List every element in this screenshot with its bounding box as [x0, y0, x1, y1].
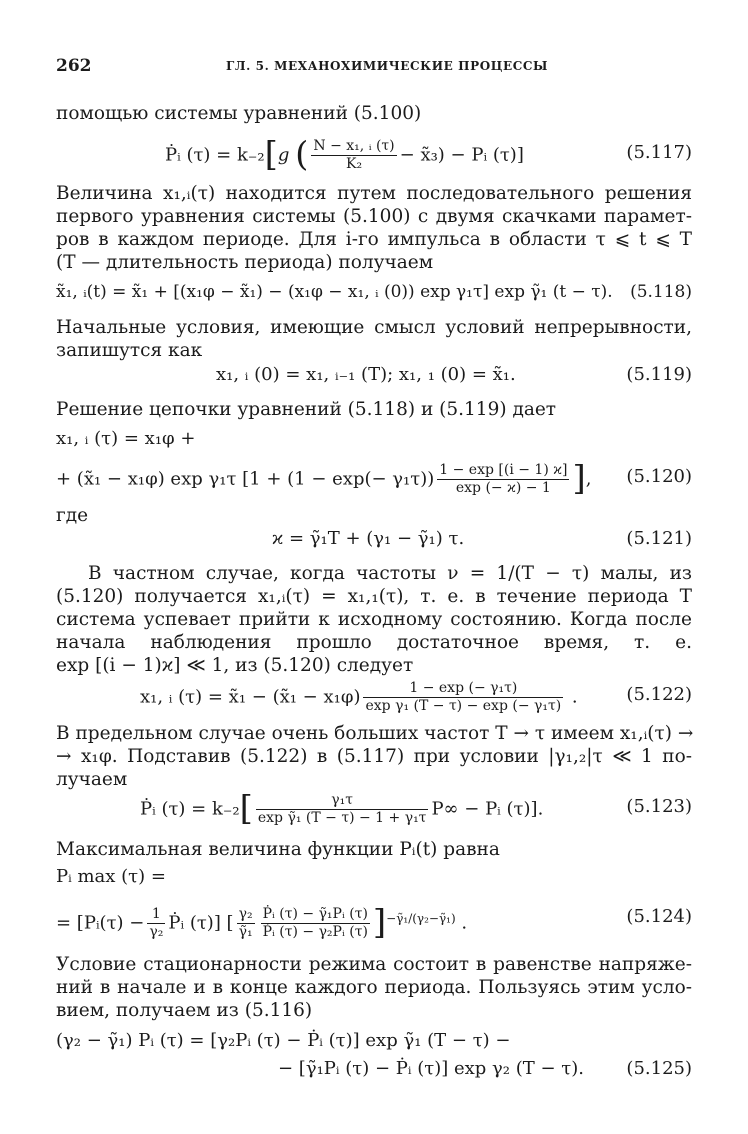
text-line: exp [(i − 1)ϰ] ≪ 1, из (5.120) следует — [56, 655, 414, 676]
text-line: (5.120) получается x₁,ᵢ(τ) = x₁,₁(τ), т. е. в течение периода T — [56, 586, 692, 607]
equation-5-119: x₁, ᵢ (0) = x₁, ᵢ₋₁ (T); x₁, ₁ (0) = x̃₁. — [216, 364, 516, 385]
text-line: ний в начале и в конце каждого периода. Пользуясь этим усло- — [56, 977, 692, 998]
equation-number: (5.120) — [626, 466, 692, 487]
text-line: лучаем — [56, 769, 128, 790]
equation-5-117: Ṗᵢ (τ) = k₋₂[g ( $\frac{\text{N − x₁, ᵢ (τ)}}{\text{K₂}}$ − x̃₃) − Pᵢ (τ)] — [165, 134, 524, 175]
text-line: вием, получаем из (5.116) — [56, 1000, 313, 1021]
running-title: ГЛ. 5. МЕХАНОХИМИЧЕСКИЕ ПРОЦЕССЫ — [226, 59, 549, 73]
equation-5-122: x₁, ᵢ (τ) = x̃₁ − (x̃₁ − x₁φ) $\frac{\text{1 − exp (− γ₁τ)}}{\text{exp γ₁ (T − τ) − exp (− γ₁τ)}}$ . — [140, 680, 578, 714]
text-line: В предельном случае очень больших частот T → τ имеем x₁,ᵢ(τ) → — [56, 723, 694, 744]
text-line: первого уравнения системы (5.100) с двумя скачками парамет- — [56, 206, 692, 227]
text-line: система успевает прийти к исходному состоянию. Когда после — [56, 609, 692, 630]
equation-5-125-line1: (γ₂ − γ̃₁) Pᵢ (τ) = [γ₂Pᵢ (τ) − Ṗᵢ (τ)] exp γ̃₁ (T − τ) − — [56, 1030, 511, 1051]
equation-number: (5.124) — [626, 906, 692, 927]
equation-number: (5.117) — [626, 142, 692, 163]
text-line: Величина x₁,ᵢ(τ) находится путем последовательного решения — [56, 183, 692, 204]
text-line: запишутся как — [56, 340, 203, 361]
page-header — [56, 56, 692, 80]
text-line: Начальные условия, имеющие смысл условий непрерывности, — [56, 317, 692, 338]
equation-5-118: x̃₁, ᵢ(t) = x̃₁ + [(x₁φ − x̃₁) − (x₁φ − x₁, ᵢ (0)) exp γ₁τ] exp γ̃₁ (t − τ). — [56, 282, 613, 302]
equation-5-125-line2: − [γ̃₁Pᵢ (τ) − Ṗᵢ (τ)] exp γ₂ (T − τ). — [278, 1058, 584, 1079]
equation-number: (5.118) — [630, 282, 692, 302]
page-number: 262 — [56, 56, 92, 76]
equation-5-123: Ṗᵢ (τ) = k₋₂[ $\frac{\text{γ₁τ}}{\text{exp γ̃₁ (T − τ) − 1 + γ₁τ}}$ P∞ − Pᵢ (τ)]. — [140, 788, 544, 829]
equation-number: (5.122) — [626, 684, 692, 705]
equation-5-120-line2: + (x̃₁ − x₁φ) exp γ₁τ [1 + (1 − exp(− γ₁τ)) $\frac{1 - \exp [(i - 1) ϰ]}{\exp (- ϰ) - 1}$ ], — [56, 458, 592, 499]
text-line: Условие стационарности режима состоит в равенстве напряже- — [56, 954, 692, 975]
text-line: начала наблюдения прошло достаточное время, т. е. — [56, 632, 692, 653]
text-line: Максимальная величина функции Pᵢ(t) равна — [56, 839, 500, 860]
equation-number: (5.123) — [626, 796, 692, 817]
text-line: → x₁φ. Подставив (5.122) в (5.117) при условии |γ₁,₂|τ ≪ 1 по- — [56, 746, 692, 767]
text-line: (T — длительность периода) получаем — [56, 252, 434, 273]
text-line: где — [56, 505, 89, 526]
text-line: помощью системы уравнений (5.100) — [56, 103, 422, 124]
equation-5-124-line1: Pᵢ max (τ) = — [56, 866, 166, 887]
equation-number: (5.125) — [626, 1058, 692, 1079]
equation-number: (5.121) — [626, 528, 692, 549]
text-line: Решение цепочки уравнений (5.118) и (5.119) дает — [56, 399, 557, 420]
equation-5-120-line1: x₁, ᵢ (τ) = x₁φ + — [56, 428, 196, 449]
text-line: В частном случае, когда частоты ν = 1/(T − τ) малы, из — [88, 563, 692, 584]
equation-number: (5.119) — [626, 364, 692, 385]
equation-5-121: ϰ = γ̃₁T + (γ₁ − γ̃₁) τ. — [272, 528, 465, 549]
equation-5-124-line2: = [Pᵢ(τ) − $\frac{1}{\text{γ₂}}$ Ṗᵢ (τ)] [ $\frac{\text{γ₂}}{\text{γ̃₁}}$ $\frac{\text{Ṗᵢ (τ) − γ̃₁Pᵢ (τ)}}{\text{Ṗᵢ (τ) − γ₂Pᵢ (τ)}}$ ]$^{-\gammã_1/(\gamma_2-\gammã_1)}$ . — [56, 902, 468, 943]
text-line: ров в каждом периоде. Для i-го импульса в области τ ⩽ t ⩽ T — [56, 229, 692, 250]
